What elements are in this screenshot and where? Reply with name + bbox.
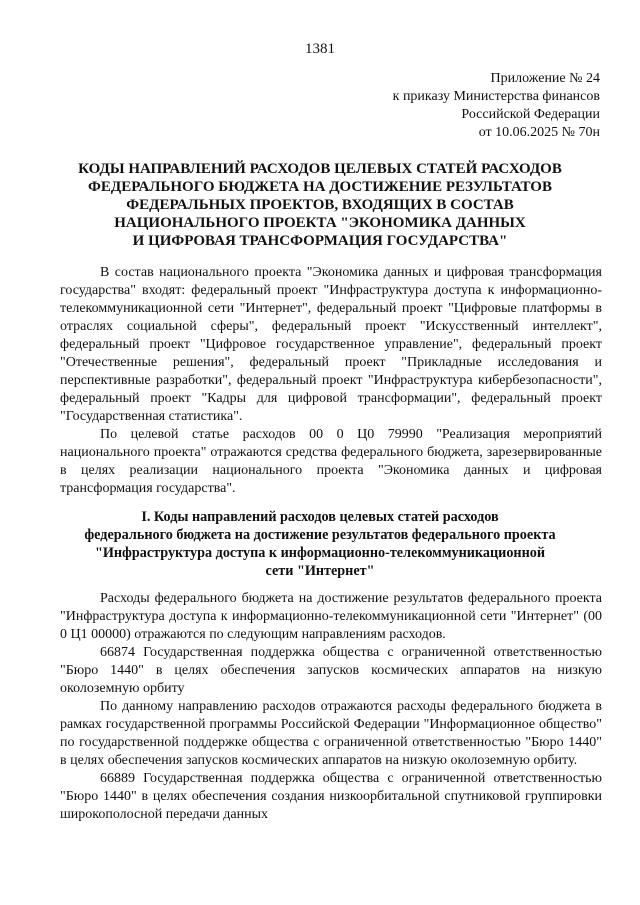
paragraph: Расходы федерального бюджета на достижение результатов федерального проекта "Инфраструктура доступа к информационно-телекоммуникационной сети "Интернет" (00 0 Ц1 00000) отражаются по следующим направлениям расходов. bbox=[60, 591, 602, 642]
section-title bbox=[60, 508, 580, 580]
section-title-line: сети "Интернет" bbox=[265, 563, 375, 579]
title-line: КОДЫ НАПРАВЛЕНИЙ РАСХОДОВ ЦЕЛЕВЫХ СТАТЕЙ РАСХОДОВ bbox=[78, 161, 562, 177]
section-title-line: федерального бюджета на достижение результатов федерального проекта bbox=[84, 527, 556, 543]
expense-code-paragraph: 66874 Государственная поддержка общества с ограниченной ответственностью "Бюро 1440" в целях обеспечения запусков космических аппаратов на низкую околоземную орбиту bbox=[60, 645, 602, 696]
section-title-line: "Инфраструктура доступа к информационно-телекоммуникационной bbox=[94, 545, 546, 561]
title-line: НАЦИОНАЛЬНОГО ПРОЕКТА "ЭКОНОМИКА ДАННЫХ bbox=[114, 215, 526, 231]
paragraph: По данному направлению расходов отражаются расходы федерального бюджета в рамках государственной программы Российской Федерации "Информационное общество" по государственной поддержке общества с ограниченной ответственностью "Бюро 1440" в целях обеспечения запусков космических аппаратов на низкую околоземную орбиту. bbox=[60, 699, 602, 768]
paragraph: По целевой статье расходов 00 0 Ц0 79990 "Реализация мероприятий национального проекта" отражаются средства федерального бюджета, зарезервированные в целях реализации национального проекта "Экономика данных и цифровая трансформация государства". bbox=[60, 427, 602, 496]
annex-line: Российской Федерации bbox=[461, 107, 600, 122]
document-title bbox=[60, 160, 580, 250]
annex-block bbox=[360, 70, 600, 142]
annex-line: к приказу Министерства финансов bbox=[392, 89, 600, 104]
page-number: 1381 bbox=[305, 41, 335, 57]
intro-text bbox=[60, 264, 602, 498]
section-title-line: I. Коды направлений расходов целевых статей расходов bbox=[141, 509, 499, 525]
section-text bbox=[60, 590, 602, 824]
annex-line: Приложение № 24 bbox=[490, 71, 600, 86]
title-line: ФЕДЕРАЛЬНОГО БЮДЖЕТА НА ДОСТИЖЕНИЕ РЕЗУЛЬТАТОВ bbox=[88, 179, 552, 195]
title-line: И ЦИФРОВАЯ ТРАНСФОРМАЦИЯ ГОСУДАРСТВА" bbox=[132, 233, 508, 249]
paragraph: В состав национального проекта "Экономика данных и цифровая трансформация государства" входят: федеральный проект "Инфраструктура доступа к информационно-телекоммуникационной сети "Интернет", федеральный проект "Цифровые платформы в отраслях социальной сферы", федеральный проект "Искусственный интеллект", федеральный проект "Цифровое государственное управление", федеральный проект "Отечественные решения", федеральный проект "Прикладные исследования и перспективные разработки", федеральный проект "Инфраструктура кибербезопасности", федеральный проект "Кадры для цифровой трансформации", федеральный проект "Государственная статистика". bbox=[60, 265, 602, 424]
title-line: ФЕДЕРАЛЬНЫХ ПРОЕКТОВ, ВХОДЯЩИХ В СОСТАВ bbox=[126, 197, 514, 213]
expense-code-paragraph: 66889 Государственная поддержка общества с ограниченной ответственностью "Бюро 1440" в целях обеспечения создания низкоорбитальной спутниковой группировки широкополосной передачи данных bbox=[60, 771, 602, 822]
annex-line: от 10.06.2025 № 70н bbox=[478, 125, 600, 140]
